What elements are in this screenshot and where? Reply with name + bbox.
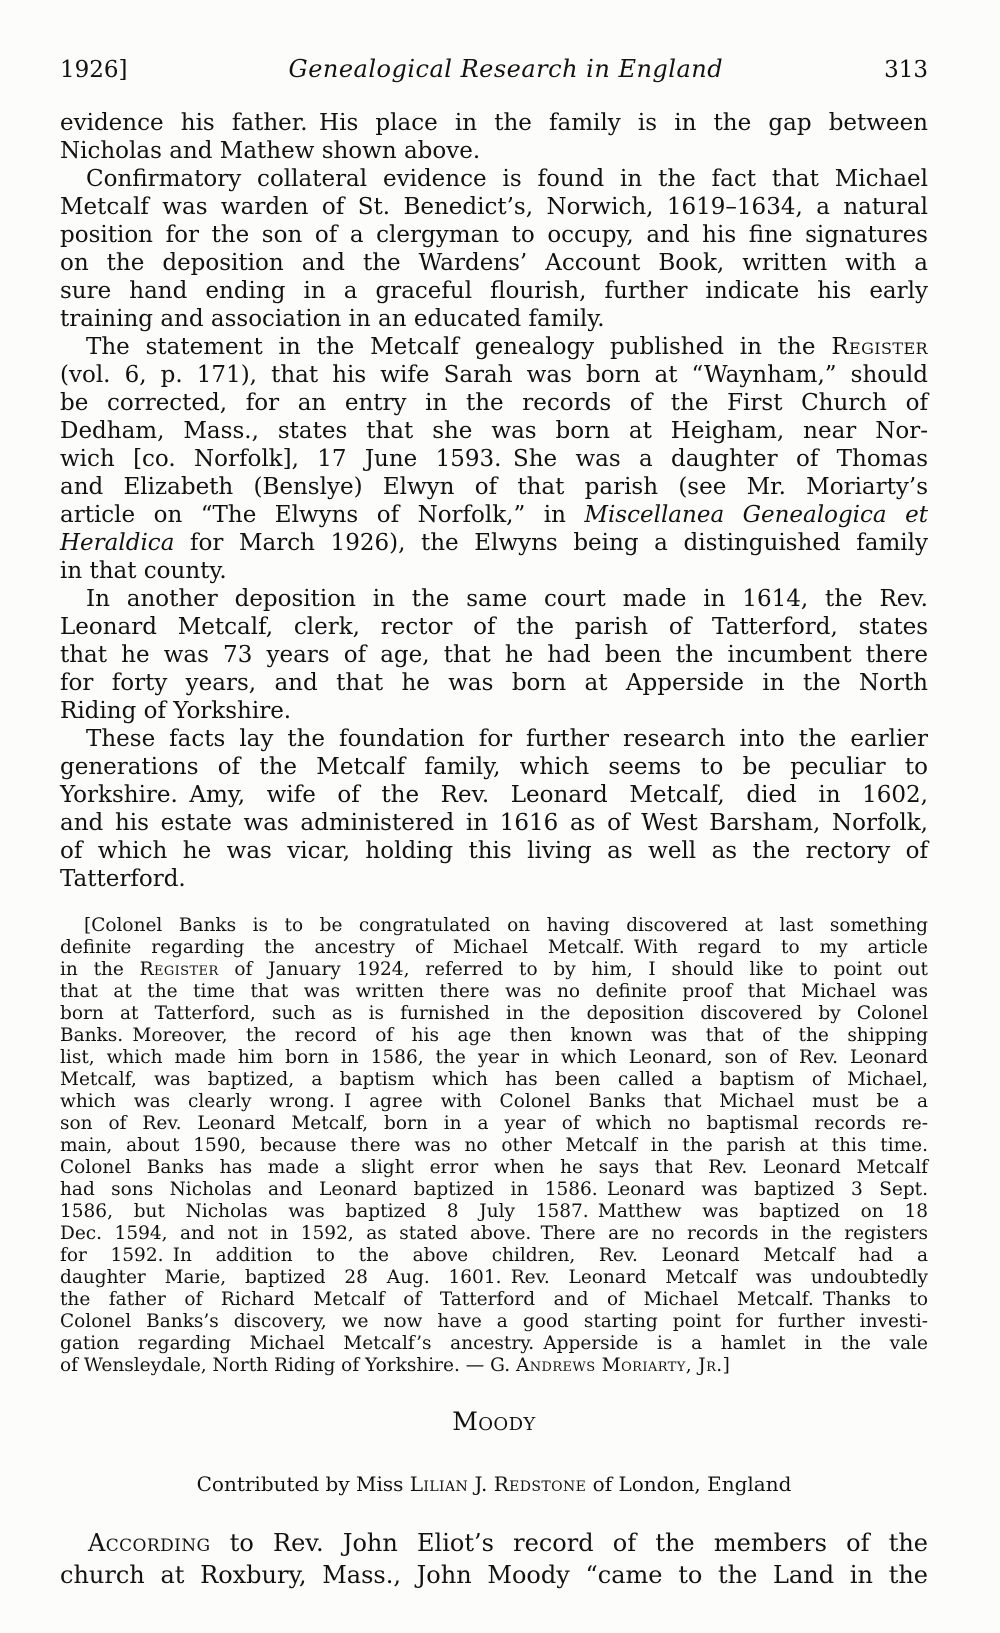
text-line: Colonel Banks’s discovery, we now have a good starting point for further investi- <box>60 1311 928 1332</box>
running-title: Genealogical Research in England <box>288 55 724 83</box>
text-line: Nicholas and Mathew shown above. <box>60 138 481 164</box>
text-line: Dec. 1594, and not in 1592, as stated above. There are no records in the registers <box>60 1223 928 1244</box>
text-line: Leonard Metcalf, clerk, rector of the parish of Tatterford, states <box>60 614 928 640</box>
text-line: According to Rev. John Eliot’s record of the members of the <box>88 1529 928 1557</box>
text-line: sure hand ending in a graceful flourish, further indicate his early <box>60 278 928 304</box>
text-line: list, which made him born in 1586, the year in which Leonard, son of Rev. Leonard <box>60 1047 928 1068</box>
paragraph <box>60 1527 928 1591</box>
text-line: Dedham, Mass., states that she was born at Heigham, near Nor- <box>60 418 928 444</box>
text-line: Yorkshire. Amy, wife of the Rev. Leonard Metcalf, died in 1602, <box>60 782 928 808</box>
text-line: daughter Marie, baptized 28 Aug. 1601. Rev. Leonard Metcalf was undoubtedly <box>60 1267 928 1288</box>
text-line: Colonel Banks has made a slight error when he says that Rev. Leonard Metcalf <box>60 1157 928 1178</box>
paragraph <box>60 585 928 725</box>
paragraph <box>60 109 928 165</box>
text-line: and Elizabeth (Benslye) Elwyn of that parish (see Mr. Moriarty’s <box>60 474 928 500</box>
text-line: [Colonel Banks is to be congratulated on having discovered at last something <box>84 915 928 936</box>
text-line: (vol. 6, p. 171), that his wife Sarah was born at “Waynham,” should <box>60 362 928 388</box>
text-line: training and association in an educated family. <box>60 306 605 332</box>
paragraph <box>60 915 928 1377</box>
text-line: which was clearly wrong. I agree with Colonel Banks that Michael must be a <box>60 1091 928 1112</box>
text-line: The statement in the Metcalf genealogy published in the Register <box>86 334 928 360</box>
paragraph <box>60 333 928 585</box>
text-line: Confirmatory collateral evidence is found in the fact that Michael <box>86 166 928 192</box>
text-line: had sons Nicholas and Leonard baptized in 1586. Leonard was baptized 3 Sept. <box>60 1179 928 1200</box>
text-line: These facts lay the foundation for further research into the earlier <box>86 726 928 752</box>
text-line: Metcalf was warden of St. Benedict’s, Norwich, 1619–1634, a natural <box>60 194 928 220</box>
text-line: be corrected, for an entry in the records of the First Church of <box>60 390 928 416</box>
paragraph <box>60 165 928 333</box>
text-line: Riding of Yorkshire. <box>60 698 292 724</box>
text-line: Banks. Moreover, the record of his age then known was that of the shipping <box>60 1025 928 1046</box>
moody-text <box>60 1527 928 1591</box>
text-line: position for the son of a clergyman to occupy, and his fine signatures <box>60 222 928 248</box>
section-heading-moody: Moody <box>452 1407 536 1436</box>
text-line: of Wensleydale, North Riding of Yorkshire. — G. Andrews Moriarty, Jr.] <box>60 1355 730 1376</box>
contributor-line: Contributed by Miss Lilian J. Redstone of London, England <box>196 1472 792 1496</box>
running-header <box>60 54 928 85</box>
editorial-note <box>60 915 928 1377</box>
header-year-label: 1926] <box>60 57 128 83</box>
text-line: gation regarding Michael Metcalf’s ancestry. Apperside is a hamlet in the vale <box>60 1333 928 1354</box>
article-body <box>60 109 928 1591</box>
text-line: the father of Richard Metcalf of Tatterford and of Michael Metcalf. Thanks to <box>60 1289 928 1310</box>
page-number: 313 <box>884 57 928 83</box>
text-line: on the deposition and the Wardens’ Account Book, written with a <box>60 250 928 276</box>
main-text <box>60 109 928 893</box>
text-line: in the Register of January 1924, referred to by him, I should like to point out <box>60 959 928 980</box>
text-line: in that county. <box>60 558 227 584</box>
paragraph <box>60 725 928 893</box>
text-line: of which he was vicar, holding this living as well as the rectory of <box>60 838 928 864</box>
text-line: that at the time that was written there was no definite proof that Michael was <box>60 981 928 1002</box>
text-line: main, about 1590, because there was no other Metcalf in the parish at this time. <box>60 1135 928 1156</box>
text-line: evidence his father. His place in the family is in the gap between <box>60 110 928 136</box>
text-line: and his estate was administered in 1616 as of West Barsham, Norfolk, <box>60 810 928 836</box>
text-line: generations of the Metcalf family, which seems to be peculiar to <box>60 754 928 780</box>
text-line: definite regarding the ancestry of Michael Metcalf. With regard to my article <box>60 937 928 958</box>
text-line: 1586, but Nicholas was baptized 8 July 1587. Matthew was baptized on 18 <box>60 1201 928 1222</box>
text-line: son of Rev. Leonard Metcalf, born in a year of which no baptismal records re- <box>60 1113 928 1134</box>
text-line: Tatterford. <box>60 866 186 892</box>
text-line: that he was 73 years of age, that he had been the incumbent there <box>60 642 928 668</box>
text-line: article on “The Elwyns of Norfolk,” in Miscellanea Genealogica et <box>60 502 928 528</box>
text-line: for 1592. In addition to the above children, Rev. Leonard Metcalf had a <box>60 1245 928 1266</box>
text-block <box>60 54 928 1591</box>
text-line: Heraldica for March 1926), the Elwyns being a distinguished family <box>60 530 928 556</box>
text-line: born at Tatterford, such as is furnished in the deposition discovered by Colonel <box>60 1003 928 1024</box>
text-line: church at Roxbury, Mass., John Moody “came to the Land in the <box>60 1561 928 1589</box>
text-line: Metcalf, was baptized, a baptism which has been called a baptism of Michael, <box>60 1069 928 1090</box>
text-line: wich [co. Norfolk], 17 June 1593. She was a daughter of Thomas <box>60 446 928 472</box>
text-line: for forty years, and that he was born at Apperside in the North <box>60 670 928 696</box>
text-line: In another deposition in the same court made in 1614, the Rev. <box>86 586 928 612</box>
